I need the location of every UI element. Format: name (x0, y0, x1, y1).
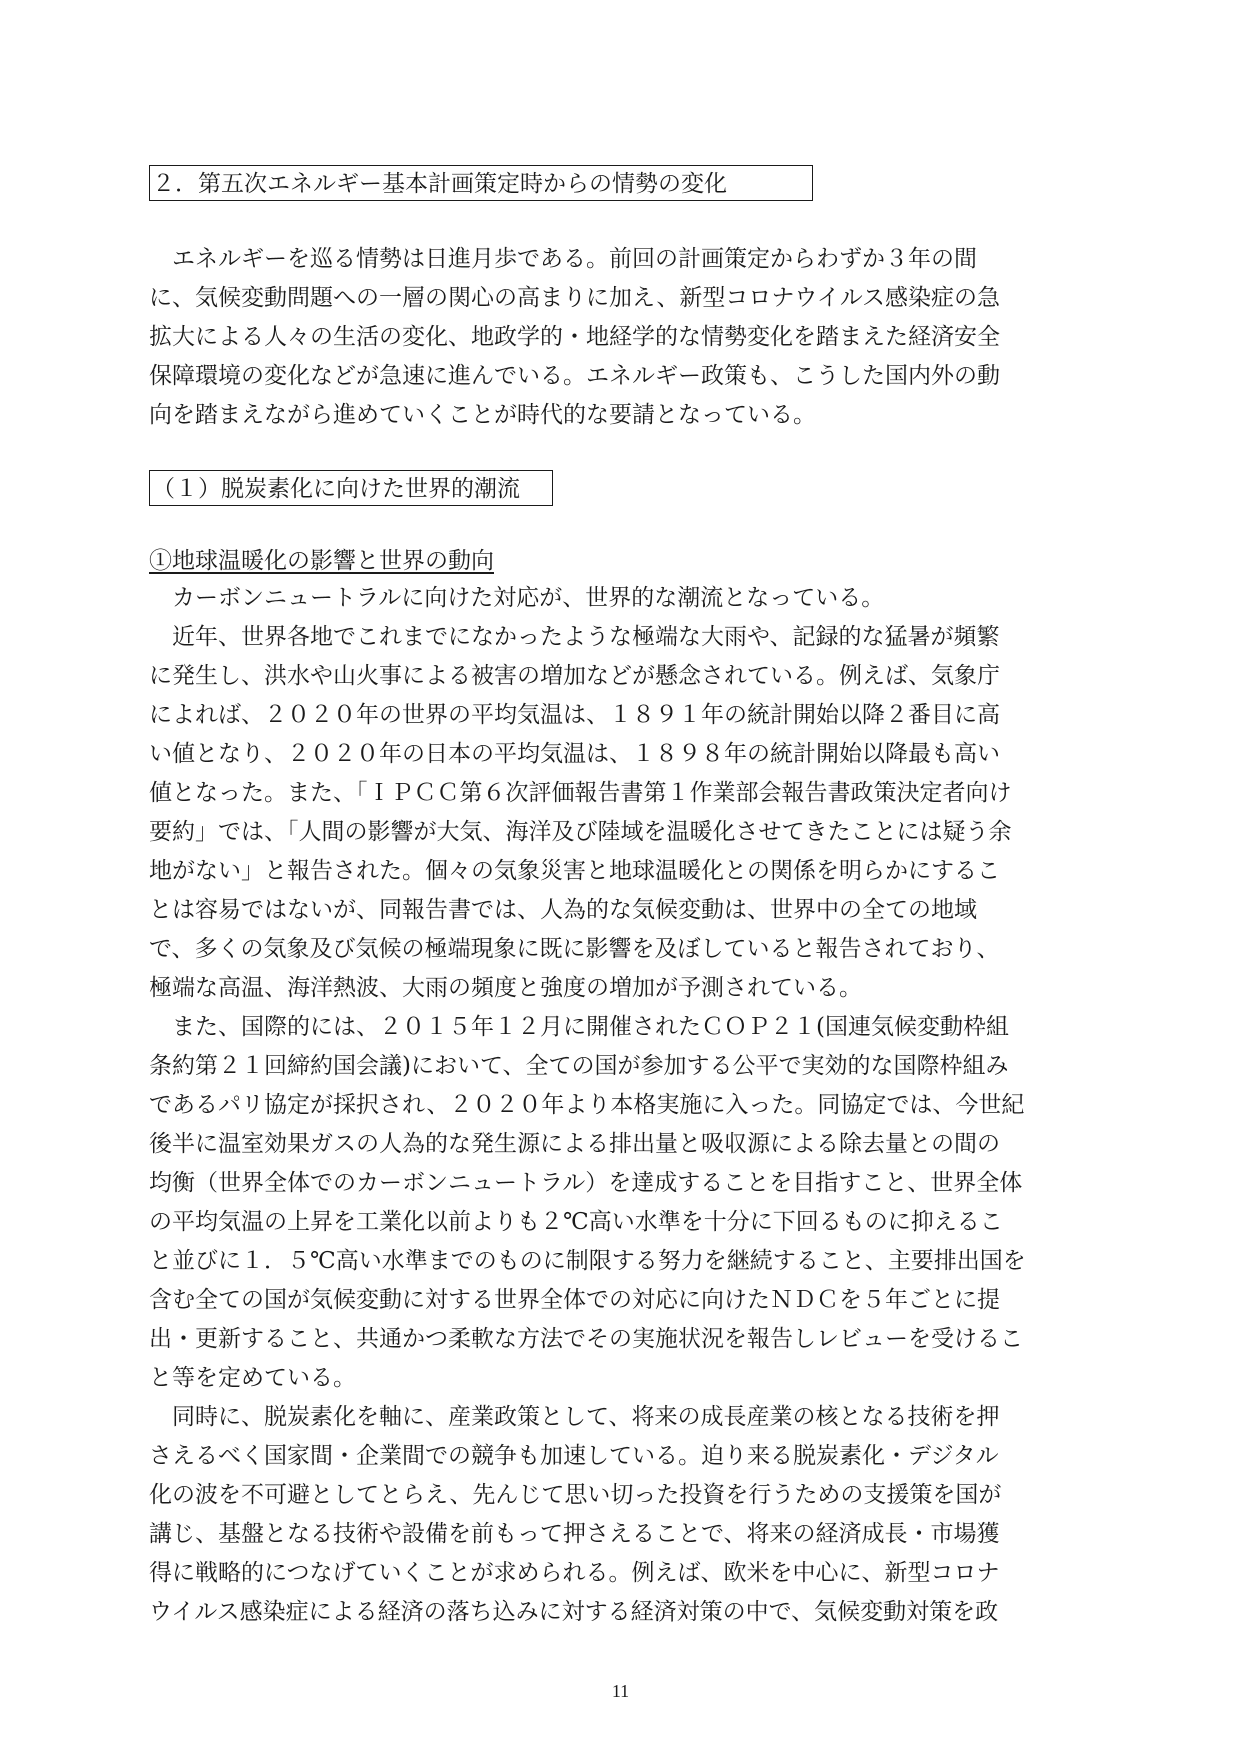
text-line: 向を踏まえながら進めていくことが時代的な要請となっている。 (149, 402, 816, 428)
text-line: 化の波を不可避としてとらえ、先んじて思い切った投資を行うための支援策を国が (149, 1482, 1002, 1508)
text-line: の平均気温の上昇を工業化以前よりも２℃高い水準を十分に下回るものに抑えるこ (149, 1209, 1003, 1235)
text-line: に発生し、洪水や山火事による被害の増加などが懸念されている。例えば、気象庁 (149, 663, 1000, 689)
body-text (149, 579, 1099, 1632)
text-line: で、多くの気象及び気候の極端現象に既に影響を及ぼしていると報告されており、 (149, 936, 1000, 962)
text-line: 含む全ての国が気候変動に対する世界全体での対応に向けたＮＤＣを５年ごとに提 (149, 1287, 1000, 1313)
text-line: 拡大による人々の生活の変化、地政学的・地経学的な情勢変化を踏まえた経済安全 (149, 324, 1000, 350)
text-line: 近年、世界各地でこれまでになかったような極端な大雨や、記録的な猛暑が頻繁 (149, 624, 1000, 650)
text-line: とは容易ではないが、同報告書では、人為的な気候変動は、世界中の全ての地域 (149, 897, 977, 923)
text-line: に、気候変動問題への一層の関心の高まりに加え、新型コロナウイルス感染症の急 (149, 285, 1000, 311)
item-heading: ①地球温暖化の影響と世界の動向 (149, 548, 494, 574)
section-heading: ２．第五次エネルギー基本計画策定時からの情勢の変化 (149, 165, 813, 201)
text-line: と並びに１．５℃高い水準までのものに制限する努力を継続すること、主要排出国を (149, 1248, 1026, 1274)
text-line: 均衡（世界全体でのカーボンニュートラル）を達成することを目指すこと、世界全体 (149, 1170, 1023, 1196)
text-line: 地がない」と報告された。個々の気象災害と地球温暖化との関係を明らかにするこ (149, 858, 1000, 884)
text-line: エネルギーを巡る情勢は日進月歩である。前回の計画策定からわずか３年の間 (149, 246, 977, 272)
intro-paragraph (149, 240, 1099, 435)
text-line: であるパリ協定が採択され、２０２０年より本格実施に入った。同協定では、今世紀 (149, 1092, 1025, 1118)
text-line: ウイルス感染症による経済の落ち込みに対する経済対策の中で、気候変動対策を政 (149, 1599, 999, 1625)
text-line: 極端な高温、海洋熱波、大雨の頻度と強度の増加が予測されている。 (149, 975, 862, 1001)
subsection-heading: （１）脱炭素化に向けた世界的潮流 (149, 470, 553, 506)
text-line: 講じ、基盤となる技術や設備を前もって押さえることで、将来の経済成長・市場獲 (149, 1521, 1000, 1547)
page-number: 11 (611, 1681, 630, 1701)
text-line: と等を定めている。 (149, 1365, 356, 1391)
text-line: さえるべく国家間・企業間での競争も加速している。迫り来る脱炭素化・デジタル (149, 1443, 999, 1469)
text-line: 要約」では、「人間の影響が大気、海洋及び陸域を温暖化させてきたことには疑う余 (149, 819, 1012, 845)
text-line: 条約第２１回締約国会議)において、全ての国が参加する公平で実効的な国際枠組み (149, 1053, 1009, 1079)
text-line: 同時に、脱炭素化を軸に、産業政策として、将来の成長産業の核となる技術を押 (149, 1404, 1000, 1430)
text-line: 値となった。また、「ＩＰＣＣ第６次評価報告書第１作業部会報告書政策決定者向け (149, 780, 1012, 806)
text-line: 保障環境の変化などが急速に進んでいる。エネルギー政策も、こうした国内外の動 (149, 363, 1000, 389)
text-line: カーボンニュートラルに向けた対応が、世界的な潮流となっている。 (149, 585, 885, 611)
text-line: によれば、２０２０年の世界の平均気温は、１８９１年の統計開始以降２番目に高 (149, 702, 1000, 728)
text-line: また、国際的には、２０１５年１２月に開催されたＣＯＰ２１(国連気候変動枠組 (149, 1014, 1009, 1040)
text-line: 後半に温室効果ガスの人為的な発生源による排出量と吸収源による除去量との間の (149, 1131, 1000, 1157)
text-line: 出・更新すること、共通かつ柔軟な方法でその実施状況を報告しレビューを受けるこ (149, 1326, 1023, 1352)
text-line: 得に戦略的につなげていくことが求められる。例えば、欧米を中心に、新型コロナ (149, 1560, 1000, 1586)
text-line: い値となり、２０２０年の日本の平均気温は、１８９８年の統計開始以降最も高い (149, 741, 1000, 767)
